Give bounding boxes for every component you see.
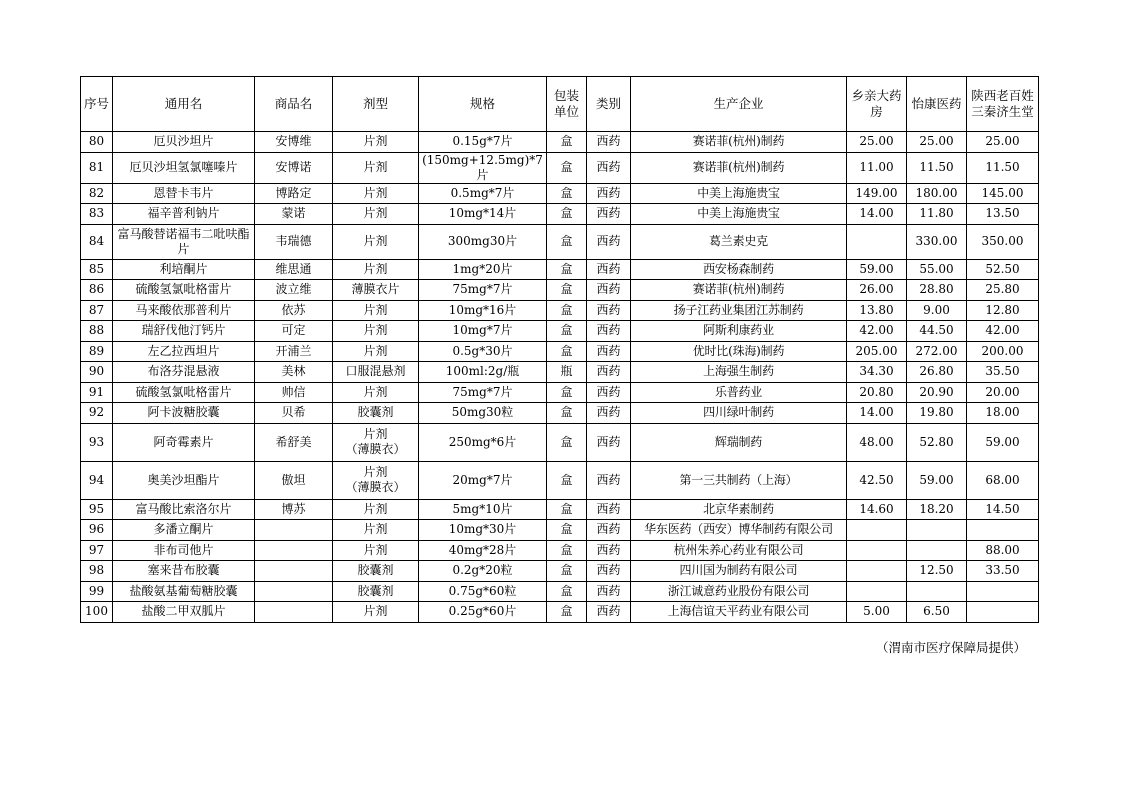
category: 西药 — [587, 280, 631, 301]
price-pharmacy-1: 26.00 — [847, 280, 907, 301]
row-number: 99 — [81, 581, 113, 602]
table-row — [81, 204, 1039, 225]
price-pharmacy-3: 33.50 — [967, 561, 1039, 582]
table-row — [81, 561, 1039, 582]
table-row — [81, 341, 1039, 362]
table-row — [81, 382, 1039, 403]
price-pharmacy-1: 20.80 — [847, 382, 907, 403]
dosage-form: 片剂 — [333, 183, 419, 204]
generic-name: 阿奇霉素片 — [113, 423, 255, 461]
package-unit: 盒 — [547, 259, 587, 280]
price-pharmacy-3: 68.00 — [967, 461, 1039, 499]
package-unit: 盒 — [547, 204, 587, 225]
row-number: 81 — [81, 152, 113, 183]
table-header-row — [81, 77, 1039, 132]
specification: 10mg*30片 — [419, 520, 547, 541]
brand-name: 维思通 — [255, 259, 333, 280]
specification: 75mg*7片 — [419, 382, 547, 403]
price-pharmacy-1: 59.00 — [847, 259, 907, 280]
package-unit: 盒 — [547, 183, 587, 204]
dosage-form: 片剂 — [333, 382, 419, 403]
package-unit: 瓶 — [547, 362, 587, 383]
price-pharmacy-2: 28.80 — [907, 280, 967, 301]
specification: 0.2g*20粒 — [419, 561, 547, 582]
category: 西药 — [587, 520, 631, 541]
table-row — [81, 602, 1039, 623]
price-pharmacy-2: 11.80 — [907, 204, 967, 225]
brand-name: 美林 — [255, 362, 333, 383]
brand-name: 依苏 — [255, 300, 333, 321]
row-number: 82 — [81, 183, 113, 204]
row-number: 96 — [81, 520, 113, 541]
manufacturer: 西安杨森制药 — [631, 259, 847, 280]
price-pharmacy-3: 25.80 — [967, 280, 1039, 301]
manufacturer: 赛诺菲(杭州)制药 — [631, 280, 847, 301]
package-unit: 盒 — [547, 300, 587, 321]
specification: 0.5g*30片 — [419, 341, 547, 362]
price-pharmacy-3 — [967, 602, 1039, 623]
manufacturer: 赛诺菲(杭州)制药 — [631, 132, 847, 153]
row-number: 92 — [81, 403, 113, 424]
category: 西药 — [587, 561, 631, 582]
brand-name: 博苏 — [255, 499, 333, 520]
price-pharmacy-3: 11.50 — [967, 152, 1039, 183]
generic-name: 盐酸氨基葡萄糖胶囊 — [113, 581, 255, 602]
price-pharmacy-3: 200.00 — [967, 341, 1039, 362]
brand-name: 博路定 — [255, 183, 333, 204]
manufacturer: 第一三共制药（上海） — [631, 461, 847, 499]
brand-name — [255, 561, 333, 582]
price-pharmacy-1 — [847, 224, 907, 259]
brand-name: 波立维 — [255, 280, 333, 301]
specification: 0.15g*7片 — [419, 132, 547, 153]
price-pharmacy-2 — [907, 581, 967, 602]
price-pharmacy-1: 11.00 — [847, 152, 907, 183]
brand-name: 贝希 — [255, 403, 333, 424]
manufacturer: 赛诺菲(杭州)制药 — [631, 152, 847, 183]
price-pharmacy-3: 20.00 — [967, 382, 1039, 403]
manufacturer: 北京华素制药 — [631, 499, 847, 520]
row-number: 98 — [81, 561, 113, 582]
price-pharmacy-2: 12.50 — [907, 561, 967, 582]
dosage-form: 胶囊剂 — [333, 561, 419, 582]
price-pharmacy-3 — [967, 520, 1039, 541]
price-pharmacy-2 — [907, 540, 967, 561]
table-row — [81, 581, 1039, 602]
price-pharmacy-1: 14.00 — [847, 403, 907, 424]
manufacturer: 中美上海施贵宝 — [631, 183, 847, 204]
package-unit: 盒 — [547, 321, 587, 342]
generic-name: 富马酸比索洛尔片 — [113, 499, 255, 520]
package-unit: 盒 — [547, 403, 587, 424]
price-pharmacy-1: 14.60 — [847, 499, 907, 520]
row-number: 94 — [81, 461, 113, 499]
generic-name: 利培酮片 — [113, 259, 255, 280]
dosage-form: 片剂 — [333, 520, 419, 541]
brand-name — [255, 520, 333, 541]
brand-name: 可定 — [255, 321, 333, 342]
table-row — [81, 259, 1039, 280]
table-row — [81, 499, 1039, 520]
manufacturer: 华东医药（西安）博华制药有限公司 — [631, 520, 847, 541]
dosage-form: 片剂 — [333, 602, 419, 623]
dosage-form: 口服混悬剂 — [333, 362, 419, 383]
price-pharmacy-2: 9.00 — [907, 300, 967, 321]
price-pharmacy-1: 149.00 — [847, 183, 907, 204]
manufacturer: 优时比(珠海)制药 — [631, 341, 847, 362]
header-brand-name: 商品名 — [255, 77, 333, 132]
source-note: （渭南市医疗保障局提供） — [875, 640, 1026, 655]
table-row — [81, 300, 1039, 321]
package-unit: 盒 — [547, 461, 587, 499]
brand-name: 傲坦 — [255, 461, 333, 499]
price-pharmacy-3: 14.50 — [967, 499, 1039, 520]
row-number: 84 — [81, 224, 113, 259]
row-number: 85 — [81, 259, 113, 280]
table-row — [81, 280, 1039, 301]
price-pharmacy-1: 14.00 — [847, 204, 907, 225]
category: 西药 — [587, 461, 631, 499]
specification: (150mg+12.5mg)*7片 — [419, 152, 547, 183]
package-unit: 盒 — [547, 341, 587, 362]
category: 西药 — [587, 300, 631, 321]
dosage-form: 片剂 — [333, 300, 419, 321]
brand-name — [255, 602, 333, 623]
package-unit: 盒 — [547, 382, 587, 403]
price-pharmacy-3: 350.00 — [967, 224, 1039, 259]
brand-name — [255, 540, 333, 561]
package-unit: 盒 — [547, 561, 587, 582]
price-pharmacy-3: 12.80 — [967, 300, 1039, 321]
header-dosage-form: 剂型 — [333, 77, 419, 132]
table-row — [81, 461, 1039, 499]
dosage-form: 胶囊剂 — [333, 581, 419, 602]
specification: 300mg30片 — [419, 224, 547, 259]
dosage-form: 片剂 — [333, 321, 419, 342]
manufacturer: 阿斯利康药业 — [631, 321, 847, 342]
manufacturer: 浙江诚意药业股份有限公司 — [631, 581, 847, 602]
price-pharmacy-2: 52.80 — [907, 423, 967, 461]
generic-name: 马来酸依那普利片 — [113, 300, 255, 321]
row-number: 83 — [81, 204, 113, 225]
specification: 10mg*14片 — [419, 204, 547, 225]
brand-name: 韦瑞德 — [255, 224, 333, 259]
price-pharmacy-3: 145.00 — [967, 183, 1039, 204]
table-row — [81, 520, 1039, 541]
category: 西药 — [587, 224, 631, 259]
row-number: 80 — [81, 132, 113, 153]
price-pharmacy-3: 25.00 — [967, 132, 1039, 153]
price-pharmacy-2: 19.80 — [907, 403, 967, 424]
dosage-form: 薄膜衣片 — [333, 280, 419, 301]
manufacturer: 乐普药业 — [631, 382, 847, 403]
table-row — [81, 362, 1039, 383]
specification: 75mg*7片 — [419, 280, 547, 301]
row-number: 93 — [81, 423, 113, 461]
dosage-form: 胶囊剂 — [333, 403, 419, 424]
specification: 0.5mg*7片 — [419, 183, 547, 204]
category: 西药 — [587, 259, 631, 280]
price-pharmacy-3 — [967, 581, 1039, 602]
dosage-form: 片剂 （薄膜衣） — [333, 423, 419, 461]
price-pharmacy-1: 205.00 — [847, 341, 907, 362]
header-pharmacy-2: 怡康医药 — [907, 77, 967, 132]
category: 西药 — [587, 321, 631, 342]
row-number: 95 — [81, 499, 113, 520]
specification: 0.75g*60粒 — [419, 581, 547, 602]
price-pharmacy-3: 59.00 — [967, 423, 1039, 461]
generic-name: 硫酸氢氯吡格雷片 — [113, 280, 255, 301]
package-unit: 盒 — [547, 224, 587, 259]
package-unit: 盒 — [547, 520, 587, 541]
package-unit: 盒 — [547, 499, 587, 520]
row-number: 100 — [81, 602, 113, 623]
generic-name: 厄贝沙坦片 — [113, 132, 255, 153]
category: 西药 — [587, 540, 631, 561]
package-unit: 盒 — [547, 581, 587, 602]
price-pharmacy-2: 55.00 — [907, 259, 967, 280]
category: 西药 — [587, 499, 631, 520]
brand-name: 希舒美 — [255, 423, 333, 461]
brand-name: 蒙诺 — [255, 204, 333, 225]
dosage-form: 片剂 — [333, 499, 419, 520]
price-pharmacy-1 — [847, 540, 907, 561]
category: 西药 — [587, 362, 631, 383]
price-pharmacy-1: 42.50 — [847, 461, 907, 499]
package-unit: 盒 — [547, 602, 587, 623]
manufacturer: 杭州朱养心药业有限公司 — [631, 540, 847, 561]
table-row — [81, 224, 1039, 259]
specification: 1mg*20片 — [419, 259, 547, 280]
specification: 10mg*7片 — [419, 321, 547, 342]
manufacturer: 中美上海施贵宝 — [631, 204, 847, 225]
dosage-form: 片剂 — [333, 132, 419, 153]
price-pharmacy-3: 13.50 — [967, 204, 1039, 225]
category: 西药 — [587, 423, 631, 461]
price-pharmacy-1: 13.80 — [847, 300, 907, 321]
generic-name: 硫酸氢氯吡格雷片 — [113, 382, 255, 403]
specification: 100ml:2g/瓶 — [419, 362, 547, 383]
manufacturer: 四川绿叶制药 — [631, 403, 847, 424]
generic-name: 奥美沙坦酯片 — [113, 461, 255, 499]
header-spec: 规格 — [419, 77, 547, 132]
price-pharmacy-1: 25.00 — [847, 132, 907, 153]
dosage-form: 片剂 — [333, 341, 419, 362]
manufacturer: 四川国为制药有限公司 — [631, 561, 847, 582]
price-pharmacy-1 — [847, 561, 907, 582]
price-pharmacy-2: 20.90 — [907, 382, 967, 403]
price-pharmacy-1: 48.00 — [847, 423, 907, 461]
table-row — [81, 152, 1039, 183]
header-category: 类别 — [587, 77, 631, 132]
generic-name: 非布司他片 — [113, 540, 255, 561]
generic-name: 左乙拉西坦片 — [113, 341, 255, 362]
table-row — [81, 423, 1039, 461]
price-pharmacy-3: 88.00 — [967, 540, 1039, 561]
dosage-form: 片剂 （薄膜衣） — [333, 461, 419, 499]
package-unit: 盒 — [547, 132, 587, 153]
price-pharmacy-1: 34.30 — [847, 362, 907, 383]
price-pharmacy-3: 42.00 — [967, 321, 1039, 342]
price-pharmacy-2: 180.00 — [907, 183, 967, 204]
brand-name: 帅信 — [255, 382, 333, 403]
dosage-form: 片剂 — [333, 259, 419, 280]
header-no: 序号 — [81, 77, 113, 132]
price-pharmacy-1 — [847, 520, 907, 541]
generic-name: 布洛芬混悬液 — [113, 362, 255, 383]
price-table — [80, 76, 1039, 623]
specification: 10mg*16片 — [419, 300, 547, 321]
manufacturer: 上海强生制药 — [631, 362, 847, 383]
price-pharmacy-2 — [907, 520, 967, 541]
specification: 5mg*10片 — [419, 499, 547, 520]
specification: 0.25g*60片 — [419, 602, 547, 623]
package-unit: 盒 — [547, 423, 587, 461]
price-pharmacy-3: 18.00 — [967, 403, 1039, 424]
category: 西药 — [587, 152, 631, 183]
generic-name: 瑞舒伐他汀钙片 — [113, 321, 255, 342]
category: 西药 — [587, 132, 631, 153]
package-unit: 盒 — [547, 152, 587, 183]
category: 西药 — [587, 581, 631, 602]
brand-name — [255, 581, 333, 602]
specification: 50mg30粒 — [419, 403, 547, 424]
generic-name: 阿卡波糖胶囊 — [113, 403, 255, 424]
row-number: 89 — [81, 341, 113, 362]
row-number: 86 — [81, 280, 113, 301]
row-number: 87 — [81, 300, 113, 321]
brand-name: 安博维 — [255, 132, 333, 153]
row-number: 97 — [81, 540, 113, 561]
row-number: 91 — [81, 382, 113, 403]
table-row — [81, 321, 1039, 342]
header-pharmacy-3: 陕西老百姓三秦济生堂 — [967, 77, 1039, 132]
price-pharmacy-2: 25.00 — [907, 132, 967, 153]
dosage-form: 片剂 — [333, 204, 419, 225]
table-row — [81, 403, 1039, 424]
price-pharmacy-2: 272.00 — [907, 341, 967, 362]
manufacturer: 辉瑞制药 — [631, 423, 847, 461]
specification: 20mg*7片 — [419, 461, 547, 499]
dosage-form: 片剂 — [333, 152, 419, 183]
category: 西药 — [587, 403, 631, 424]
table-row — [81, 183, 1039, 204]
category: 西药 — [587, 602, 631, 623]
price-pharmacy-2: 26.80 — [907, 362, 967, 383]
price-pharmacy-2: 59.00 — [907, 461, 967, 499]
price-pharmacy-2: 330.00 — [907, 224, 967, 259]
price-pharmacy-3: 35.50 — [967, 362, 1039, 383]
header-pharmacy-1: 乡亲大药房 — [847, 77, 907, 132]
price-pharmacy-2: 44.50 — [907, 321, 967, 342]
generic-name: 福辛普利钠片 — [113, 204, 255, 225]
table-row — [81, 132, 1039, 153]
category: 西药 — [587, 204, 631, 225]
price-pharmacy-2: 18.20 — [907, 499, 967, 520]
header-manufacturer: 生产企业 — [631, 77, 847, 132]
price-pharmacy-2: 11.50 — [907, 152, 967, 183]
brand-name: 安博诺 — [255, 152, 333, 183]
dosage-form: 片剂 — [333, 224, 419, 259]
package-unit: 盒 — [547, 280, 587, 301]
generic-name: 厄贝沙坦氢氯噻嗪片 — [113, 152, 255, 183]
specification: 40mg*28片 — [419, 540, 547, 561]
price-pharmacy-1: 5.00 — [847, 602, 907, 623]
price-pharmacy-1 — [847, 581, 907, 602]
generic-name: 盐酸二甲双胍片 — [113, 602, 255, 623]
manufacturer: 上海信谊天平药业有限公司 — [631, 602, 847, 623]
package-unit: 盒 — [547, 540, 587, 561]
dosage-form: 片剂 — [333, 540, 419, 561]
category: 西药 — [587, 183, 631, 204]
category: 西药 — [587, 341, 631, 362]
brand-name: 开浦兰 — [255, 341, 333, 362]
header-generic-name: 通用名 — [113, 77, 255, 132]
price-pharmacy-1: 42.00 — [847, 321, 907, 342]
manufacturer: 扬子江药业集团江苏制药 — [631, 300, 847, 321]
row-number: 88 — [81, 321, 113, 342]
price-pharmacy-3: 52.50 — [967, 259, 1039, 280]
header-package-unit: 包装单位 — [547, 77, 587, 132]
row-number: 90 — [81, 362, 113, 383]
price-pharmacy-2: 6.50 — [907, 602, 967, 623]
generic-name: 恩替卡韦片 — [113, 183, 255, 204]
generic-name: 富马酸替诺福韦二吡呋酯片 — [113, 224, 255, 259]
manufacturer: 葛兰素史克 — [631, 224, 847, 259]
generic-name: 多潘立酮片 — [113, 520, 255, 541]
table-row — [81, 540, 1039, 561]
specification: 250mg*6片 — [419, 423, 547, 461]
generic-name: 塞来昔布胶囊 — [113, 561, 255, 582]
category: 西药 — [587, 382, 631, 403]
